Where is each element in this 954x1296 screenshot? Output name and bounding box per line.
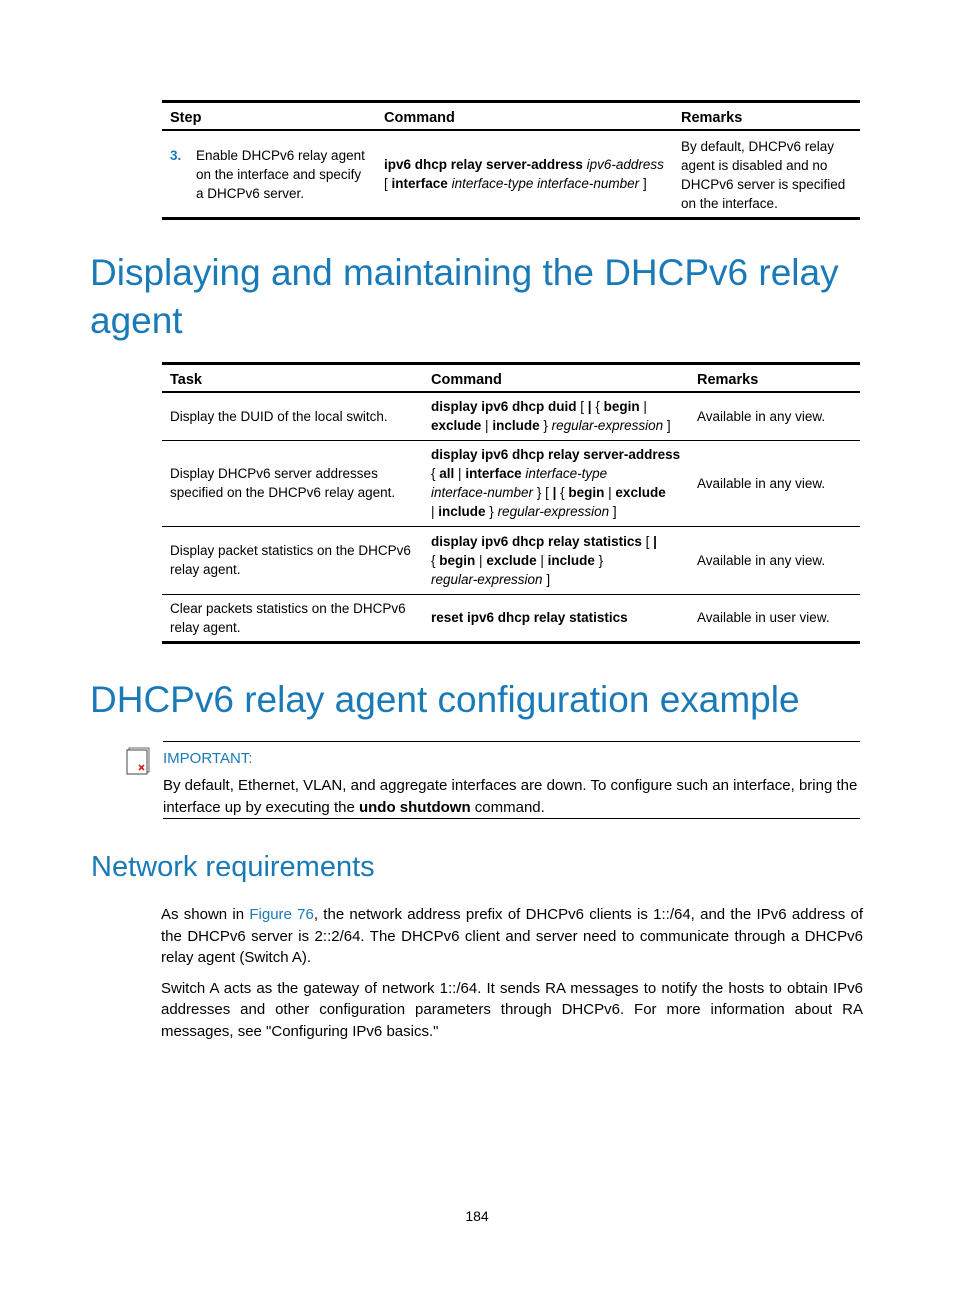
col-header-command: Command	[423, 364, 689, 393]
section-title-display-maintain: Displaying and maintaining the DHCPv6 relay agent	[90, 252, 839, 341]
remarks-cell: Available in any view.	[689, 392, 860, 440]
step-description: Enable DHCPv6 relay agent on the interface and specify a DHCPv6 server.	[196, 147, 365, 201]
step-number: 3.	[170, 147, 182, 163]
task-table	[162, 362, 860, 644]
table-row	[162, 392, 860, 440]
important-label: IMPORTANT:	[163, 750, 253, 767]
command-cell	[376, 130, 673, 219]
paragraph-2: Switch A acts as the gateway of network 1::/64. It sends RA messages to notify the hosts to obtain IPv6 addresses and other configuration parameters through DHCPv6. For more information about RA messages, see "Configuring IPv6 basics."	[161, 979, 863, 1040]
task-cell: Display DHCPv6 server addresses specified on the DHCPv6 relay agent.	[162, 440, 423, 526]
col-header-remarks: Remarks	[689, 364, 860, 393]
table-row	[162, 594, 860, 642]
table-row	[162, 440, 860, 526]
important-text: By default, Ethernet, VLAN, and aggregate interfaces are down. To configure such an interface, bring the interface up by executing the undo shutdown command.	[163, 777, 858, 816]
command-keyword: interface	[391, 176, 448, 191]
subsection-title-network-requirements: Network requirements	[91, 851, 375, 883]
task-cell: Display packet statistics on the DHCPv6 relay agent.	[162, 526, 423, 594]
task-cell: Display the DUID of the local switch.	[162, 392, 423, 440]
important-note	[126, 741, 860, 819]
table-row	[162, 526, 860, 594]
command-cell: display ipv6 dhcp duid [ | { begin | exclude | include } regular-expression ]	[423, 392, 689, 440]
col-header-task: Task	[162, 364, 423, 393]
task-cell: Clear packets statistics on the DHCPv6 relay agent.	[170, 600, 406, 635]
remarks-cell: Available in any view.	[689, 440, 860, 526]
table-row	[162, 130, 860, 219]
col-header-command: Command	[376, 102, 673, 131]
command-argument: ipv6-address	[586, 157, 664, 172]
section-title-config-example: DHCPv6 relay agent configuration example	[90, 679, 800, 720]
col-header-step: Step	[162, 102, 376, 131]
bracket: ]	[642, 176, 647, 191]
remarks-cell: Available in user view.	[697, 610, 830, 625]
bracket: [	[384, 176, 388, 191]
paragraph-1: As shown in Figure 76, the network address prefix of DHCPv6 clients is 1::/64, and the IPv6 address of the DHCPv6 server is 2::2/64. The DHCPv6 client and server need to communicate through a DHCPv6 relay agent (Switch A).	[161, 906, 863, 966]
remarks-cell: By default, DHCPv6 relay agent is disabled and no DHCPv6 server is specified on the interface.	[681, 139, 846, 211]
col-header-remarks: Remarks	[673, 102, 860, 131]
command-cell: display ipv6 dhcp relay server-address { all | interface interface-type interface-number } [ | { begin | exclude | include } regular-expression ]	[423, 440, 689, 526]
command-cell: display ipv6 dhcp relay statistics [ | { begin | exclude | include } regular-expression ]	[423, 526, 689, 594]
page-number: 184	[465, 1208, 489, 1224]
command-keyword: ipv6 dhcp relay server-address	[384, 157, 583, 172]
command-argument: interface-type interface-number	[451, 176, 640, 191]
warning-icon	[126, 747, 150, 774]
command-cell: reset ipv6 dhcp relay statistics	[431, 610, 628, 625]
figure-link[interactable]: Figure 76	[249, 906, 314, 923]
step-table	[162, 100, 860, 220]
remarks-cell: Available in any view.	[689, 526, 860, 594]
